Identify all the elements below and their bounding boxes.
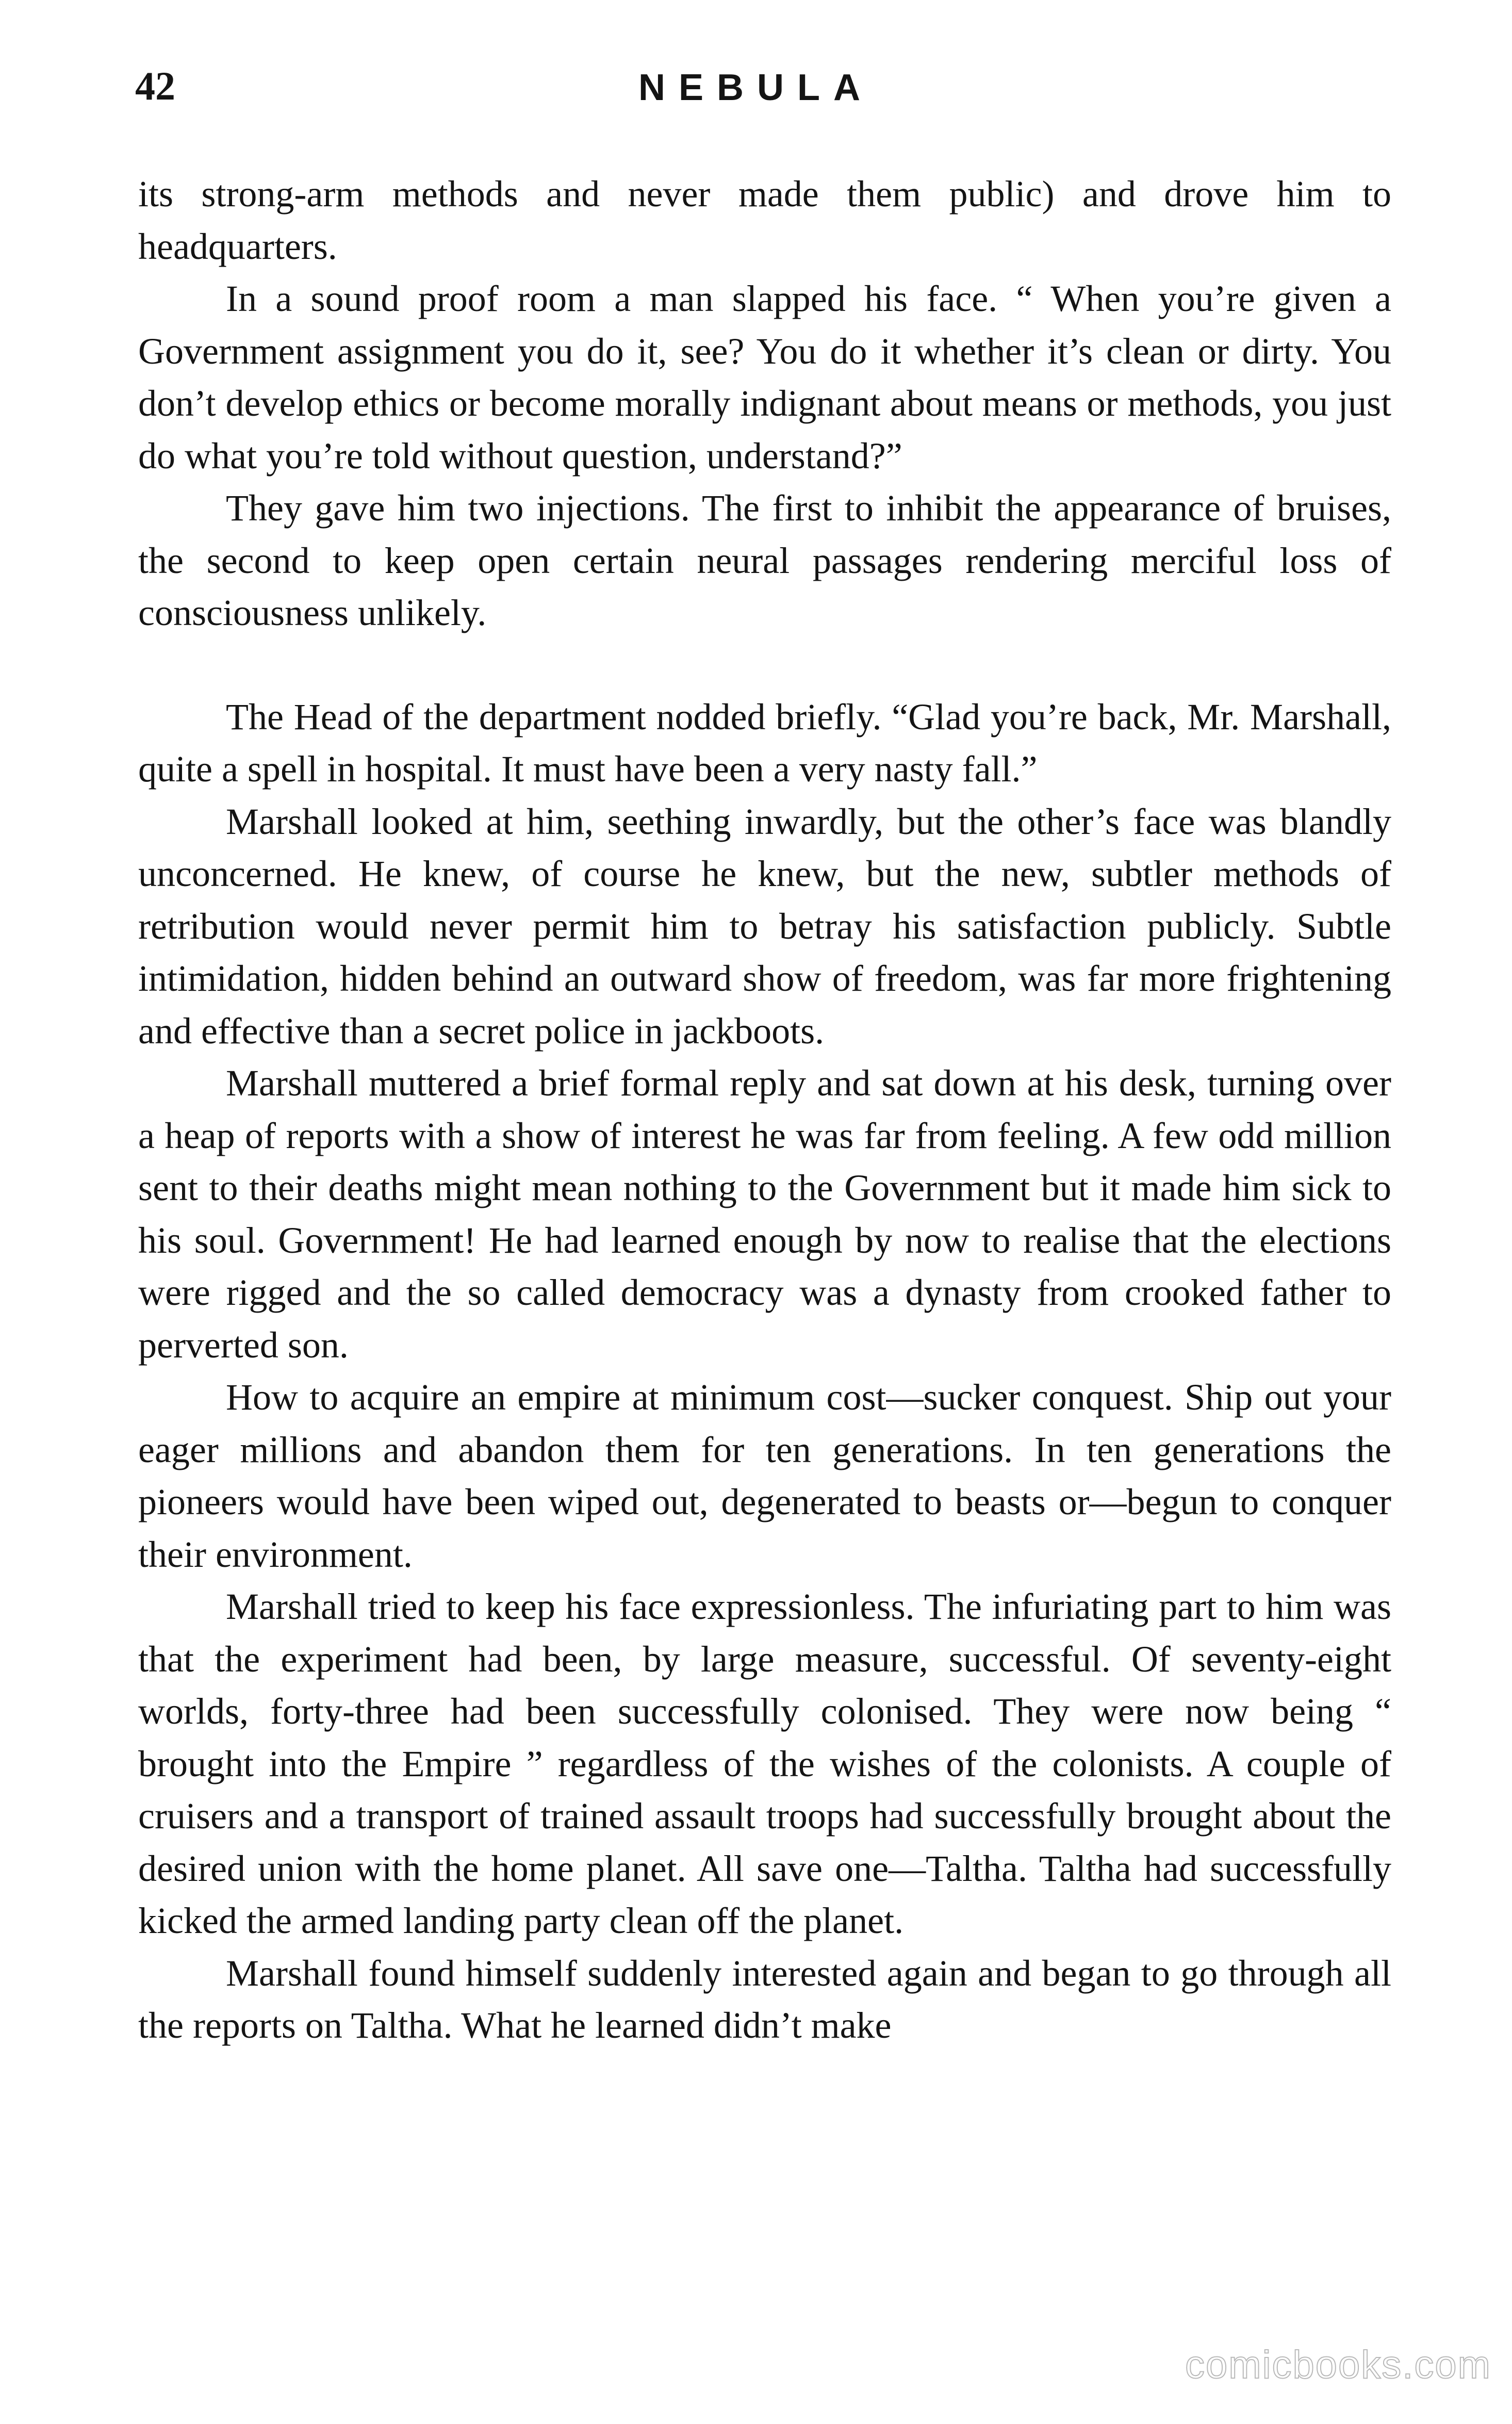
paragraph-5: Marshall looked at him, seething inwardly, but the other’s face was blandly unconcerned. He knew, of course he knew, but the new, subtler methods of retribution would never permit him to betray his satisfaction publicly. Subtle intimidation, hidden behind an outward show of freedom, was far more frightening and effective than a secret police in jackboots.	[138, 800, 1391, 1052]
paragraph-6: Marshall muttered a brief formal reply and sat down at his desk, turning over a heap of reports with a show of interest he was far from feeling. A few odd million sent to their deaths might mean nothing to the Government but it made him sick to his soul. Government! He had learned enough by now to realise that the elections were rigged and the so called democracy was a dynasty from crooked father to perverted son.	[138, 1062, 1391, 1366]
paragraph-3: They gave him two injections. The first to inhibit the appearance of bruises, the second to keep open certain neural passages rendering merciful loss of consciousness unlikely.	[138, 487, 1391, 633]
running-title: NEBULA	[638, 67, 874, 108]
paragraph-7: How to acquire an empire at minimum cost—sucker conquest. Ship out your eager millions and abandon them for ten generations. In ten generations the pioneers would have been wiped out, degenerated to beasts or—begun to conquer their environment.	[138, 1377, 1391, 1575]
body-text	[138, 168, 1391, 2052]
watermark: comicbooks.com	[1185, 2343, 1491, 2387]
paragraph-4: The Head of the department nodded briefly. “Glad you’re back, Mr. Marshall, quite a spell in hospital. It must have been a very nasty fall.”	[138, 696, 1391, 790]
paragraph-2: In a sound proof room a man slapped his face. “ When you’re given a Government assignment you do it, see? You do it whether it’s clean or dirty. You don’t develop ethics or become morally indignant about means or methods, you just do what you’re told without question, understand?”	[138, 278, 1391, 477]
paragraph-8: Marshall tried to keep his face expressionless. The infuriating part to him was that the experiment had been, by large measure, successful. Of seventy-eight worlds, forty-three had been successfully colonised. They were now being “ brought into the Empire ” regardless of the wishes of the colonists. A couple of cruisers and a transport of trained assault troops had successfully brought about the desired union with the home planet. All save one—Taltha. Taltha had successfully kicked the armed landing party clean off the planet.	[138, 1586, 1391, 1941]
paragraph-1: its strong-arm methods and never made them public) and drove him to headquarters.	[138, 173, 1391, 267]
page-number: 42	[135, 63, 175, 108]
paragraph-9: Marshall found himself suddenly interested again and began to go through all the reports on Taltha. What he learned didn’t make	[138, 1952, 1391, 2046]
